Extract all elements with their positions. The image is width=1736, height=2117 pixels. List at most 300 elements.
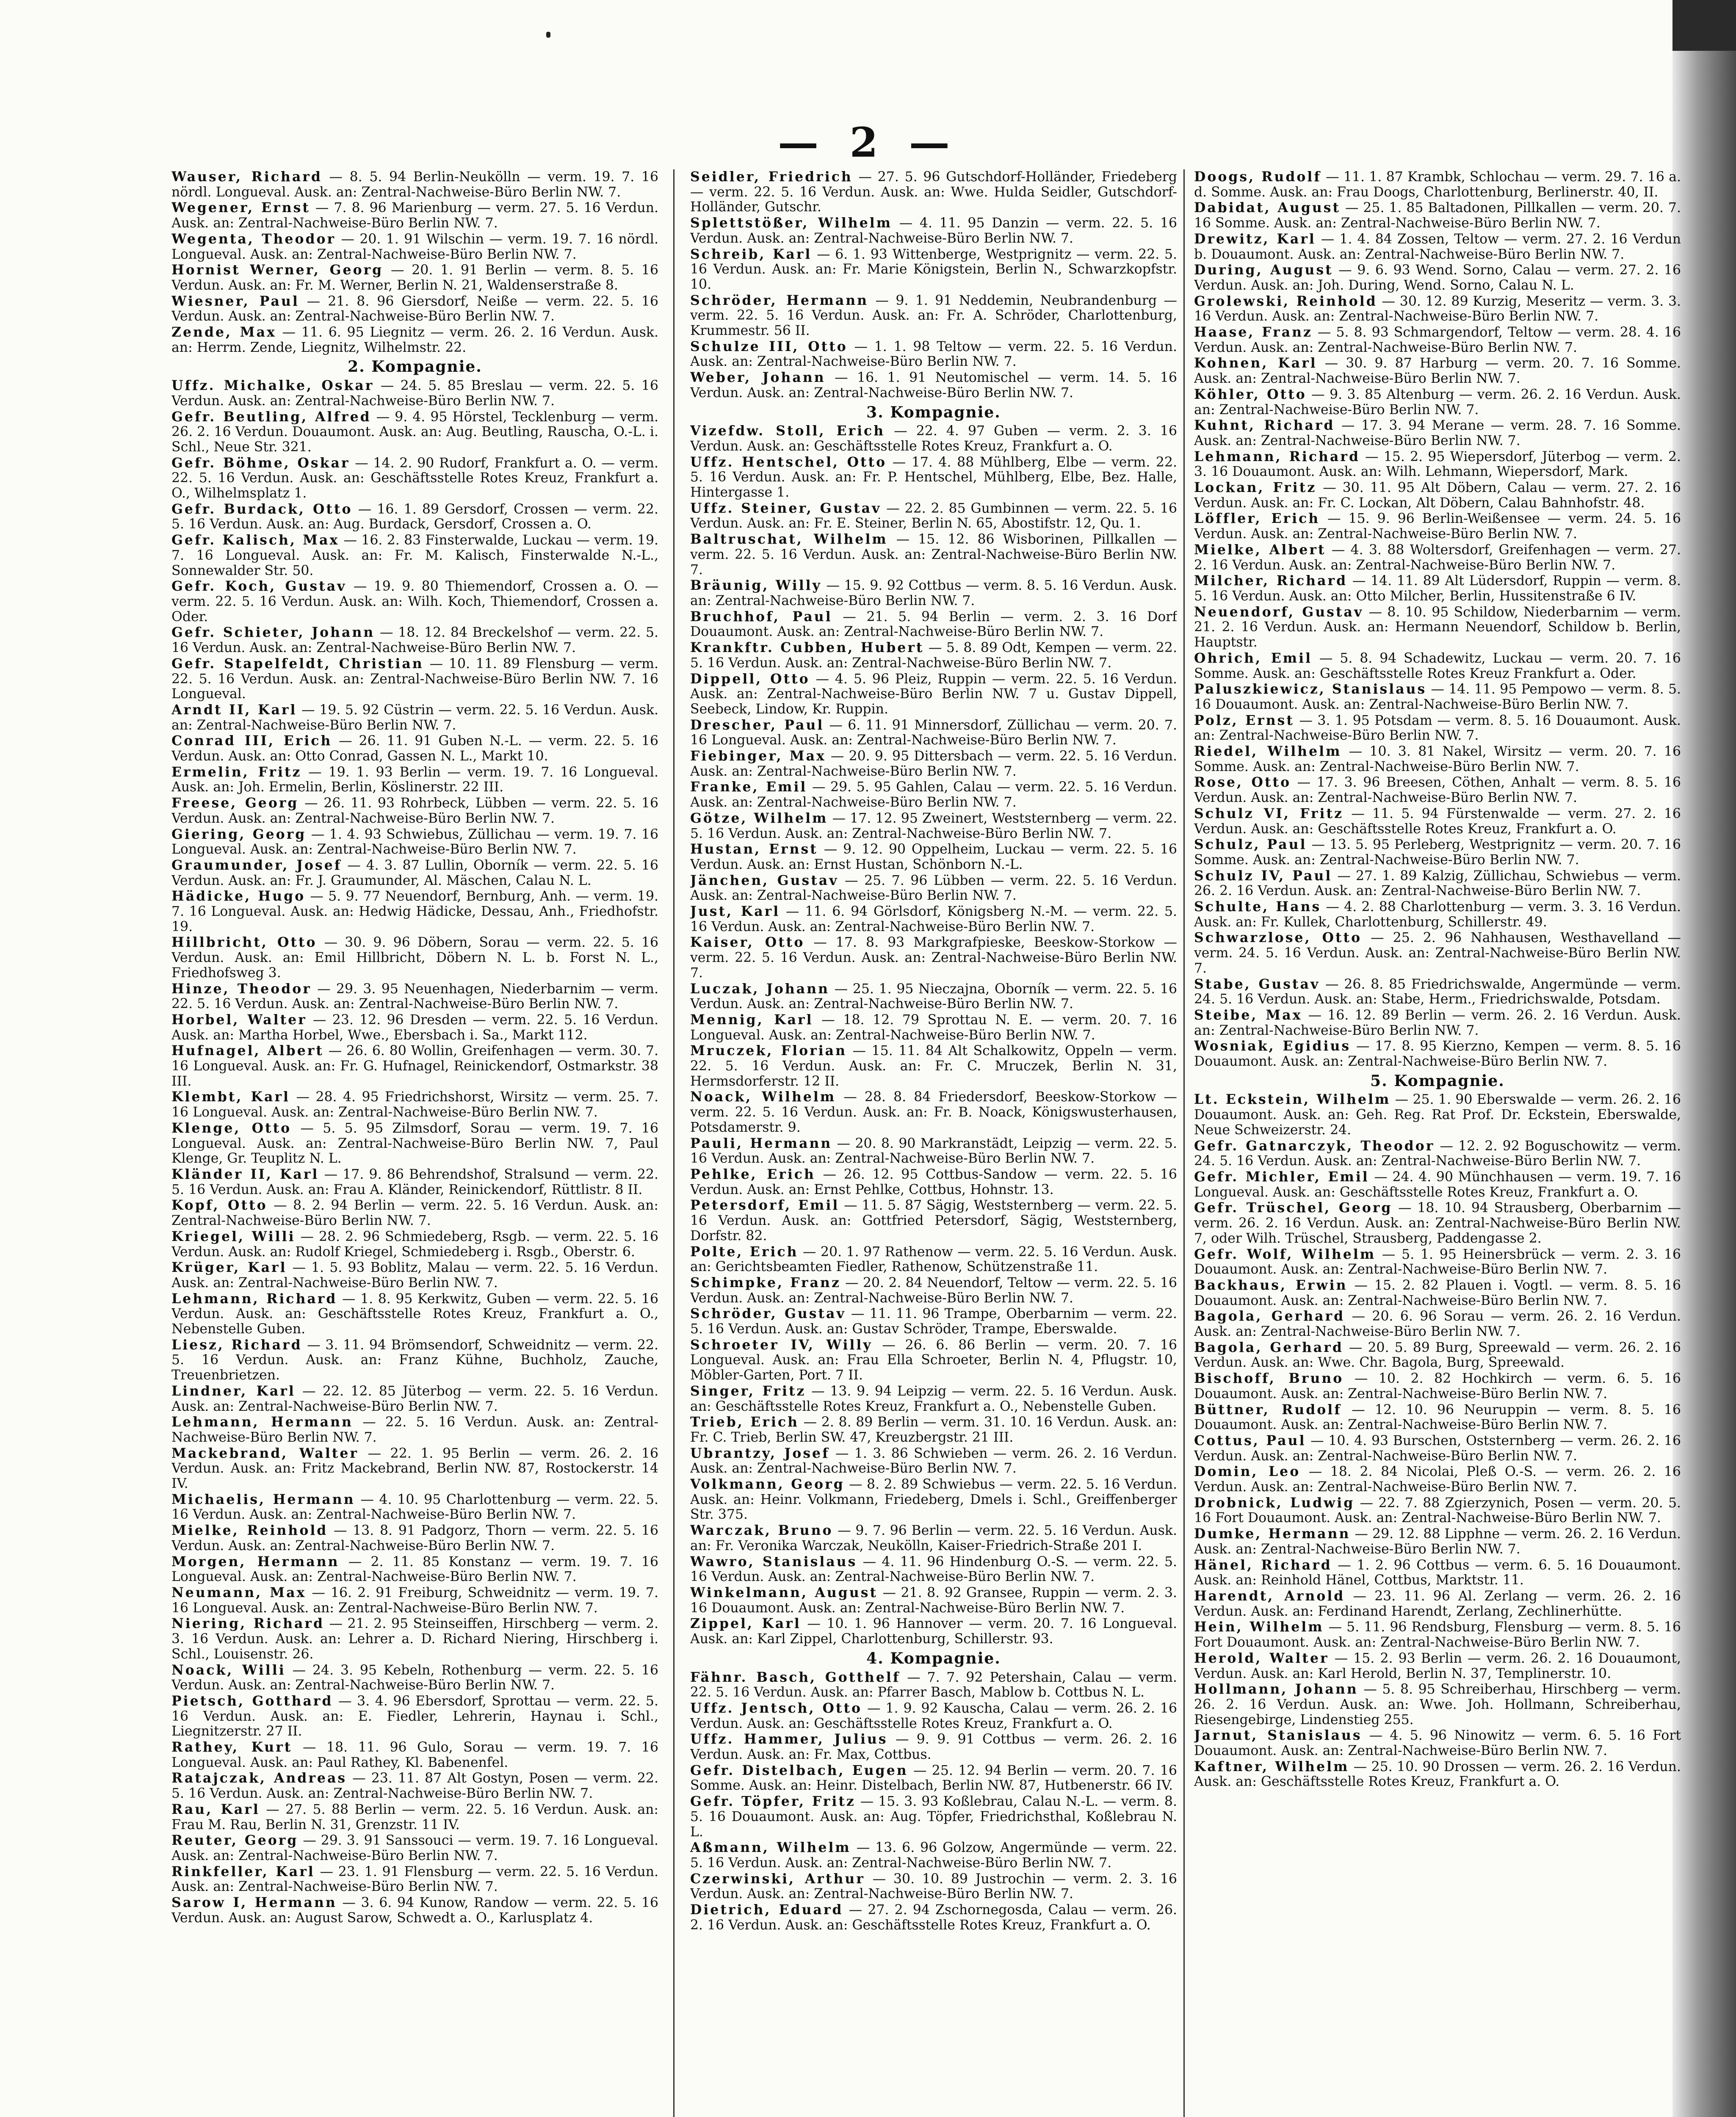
- entry-details: — 13. 5. 95 Perleberg, Westprignitz — verm. 20. 7. 16 Somme. Ausk. an: Zentral-Nachweise-Büro Berlin NW. 7.: [1194, 837, 1681, 868]
- entry-name: Wegenta, Theodor: [171, 231, 336, 247]
- casualty-entry: [690, 501, 1177, 531]
- entry-details: — 25. 1. 90 Eberswalde — verm. 26. 2. 16 Douaumont. Ausk. an: Geh. Reg. Rat Prof. Dr. Eckstein, Eberswalde, Neue Schweizerstr. 24.: [1194, 1092, 1681, 1138]
- casualty-entry: [690, 842, 1177, 872]
- entry-details: — 15. 2. 93 Berlin — verm. 26. 2. 16 Douaumont, Verdun. Ausk. an: Karl Herold, Berlin N. 37, Templinerstr. 10.: [1194, 1650, 1681, 1681]
- entry-name: Schulz, Paul: [1194, 837, 1307, 853]
- entry-details: — 22. 12. 85 Jüterbog — verm. 22. 5. 16 Verdun. Ausk. an: Zentral-Nachweise-Büro Berlin NW. 7.: [171, 1383, 658, 1414]
- entry-name: Schimpke, Franz: [690, 1274, 841, 1291]
- entry-details: — 29. 5. 95 Gahlen, Calau — verm. 22. 5. 16 Verdun. Ausk. an: Zentral-Nachweise-Büro Berlin NW. 7.: [690, 779, 1177, 810]
- casualty-entry: [171, 765, 658, 795]
- entry-details: — 5. 5. 95 Zilmsdorf, Sorau — verm. 19. 7. 16 Longueval. Ausk. an: Zentral-Nachweise-Büro Berlin NW. 7, Paul Klenge, Gr. Teuplitz N. L.: [171, 1120, 658, 1166]
- casualty-entry: [1194, 480, 1681, 511]
- casualty-entry: [690, 1446, 1177, 1476]
- entry-details: — 11. 5. 87 Sägig, Weststernberg — verm. 22. 5. 16 Verdun. Ausk. an: Gottfried Petersdorf, Sägig, Weststernberg, Dorfstr. 82.: [690, 1198, 1177, 1244]
- entry-details: — 20. 9. 95 Dittersbach — verm. 22. 5. 16 Verdun. Ausk. an: Zentral-Nachweise-Büro Berlin NW. 7.: [690, 749, 1177, 779]
- entry-details: — 14. 11. 89 Alt Lüdersdorf, Ruppin — verm. 8. 5. 16 Verdun. Ausk. an: Otto Milcher, Berlin, Hussitenstraße 6 IV.: [1194, 573, 1681, 604]
- casualty-entry: [1194, 449, 1681, 480]
- entry-details: — 4. 3. 88 Woltersdorf, Greifenhagen — verm. 27. 2. 16 Verdun. Ausk. an: Zentral-Nachweise-Büro Berlin NW. 7.: [1194, 542, 1681, 573]
- casualty-entry: [171, 858, 658, 888]
- casualty-entry: [1194, 1371, 1681, 1401]
- entry-details: — 30. 12. 89 Kurzig, Meseritz — verm. 3. 3. 16 Verdun. Ausk. an: Zentral-Nachweise-Büro Berlin NW. 7.: [1194, 293, 1681, 324]
- entry-name: Pietsch, Gotthard: [171, 1693, 333, 1709]
- entry-details: — 24. 4. 90 Münchhausen — verm. 19. 7. 16 Longueval. Ausk. an: Geschäftsstelle Rotes Kreuz, Frankfurt a. O.: [1194, 1169, 1681, 1200]
- entry-details: — 13. 8. 91 Padgorz, Thorn — verm. 22. 5. 16 Verdun. Ausk. an: Zentral-Nachweise-Büro Berlin NW. 7.: [171, 1523, 658, 1553]
- entry-name: Mackebrand, Walter: [171, 1445, 359, 1461]
- casualty-entry: [690, 1871, 1177, 1902]
- casualty-entry: [1194, 930, 1681, 976]
- entry-details: — 22. 2. 85 Gumbinnen — verm. 22. 5. 16 Verdun. Ausk. an: Fr. E. Steiner, Berlin N. 65, Abostifstr. 12, Qu. 1.: [690, 500, 1177, 531]
- entry-name: Uffz. Hentschel, Otto: [690, 454, 887, 470]
- casualty-entry: [1194, 651, 1681, 681]
- entry-name: Schulze III, Otto: [690, 338, 848, 354]
- casualty-entry: [690, 1384, 1177, 1414]
- entry-name: Gefr. Beutling, Alfred: [171, 409, 371, 425]
- entry-details: — 20. 1. 91 Berlin — verm. 8. 5. 16 Verdun. Ausk. an: Fr. M. Werner, Berlin N. 21, Waldenserstraße 8.: [171, 263, 658, 293]
- entry-name: Gefr. Burdack, Otto: [171, 501, 353, 517]
- entry-name: Giering, Georg: [171, 826, 307, 842]
- entry-details: — 9. 6. 93 Wend. Sorno, Calau — verm. 27. 2. 16 Verdun. Ausk. an: Joh. During, Wend. Sorno, Calau N. L.: [1194, 263, 1681, 293]
- entry-name: Gefr. Trüschel, Georg: [1194, 1200, 1393, 1216]
- casualty-entry: [690, 1840, 1177, 1871]
- entry-details: — 21. 2. 95 Steinseiffen, Hirschberg — verm. 2. 3. 16 Verdun. Ausk. an: Lehrer a. D. Richard Niering, Hirschberg i. Schl., Louisenstr. 26.: [171, 1616, 658, 1662]
- entry-details: — 26. 12. 95 Cottbus-Sandow — verm. 22. 5. 16 Verdun. Ausk. an: Ernst Pehlke, Cottbus, Hohnstr. 13.: [690, 1167, 1177, 1197]
- casualty-entry: [690, 216, 1177, 246]
- entry-details: — 26. 6. 86 Berlin — verm. 20. 7. 16 Longueval. Ausk. an: Frau Ella Schroeter, Berlin N. 4, Pflugstr. 10, Möbler-Garten, Port. 7 II.: [690, 1337, 1177, 1383]
- entry-name: Niering, Richard: [171, 1616, 325, 1632]
- casualty-entry: [1194, 1169, 1681, 1200]
- entry-details: — 13. 9. 94 Leipzig — verm. 22. 5. 16 Verdun. Ausk. an: Geschäftsstelle Rotes Kreuz, Frankfurt a. O., Nebenstelle Guben.: [690, 1383, 1177, 1414]
- entry-details: — 27. 5. 88 Berlin — verm. 22. 5. 16 Verdun. Ausk. an: Frau M. Rau, Berlin N. 31, Grenzstr. 11 IV.: [171, 1802, 658, 1832]
- section-heading: 4. Kompagnie.: [866, 1649, 1001, 1667]
- casualty-entry: [171, 579, 658, 625]
- section-heading: 5. Kompagnie.: [1370, 1072, 1505, 1090]
- entry-name: Köhler, Otto: [1194, 386, 1307, 402]
- casualty-entry: [690, 1012, 1177, 1043]
- entry-name: Bischoff, Bruno: [1194, 1371, 1344, 1387]
- entry-details: — 14. 11. 95 Pempowo — verm. 8. 5. 16 Douaumont. Ausk. an: Zentral-Nachweise-Büro Berlin NW. 7.: [1194, 682, 1681, 712]
- entry-name: Backhaus, Erwin: [1194, 1277, 1348, 1293]
- entry-name: Klenge, Otto: [171, 1120, 292, 1136]
- entry-name: Lockan, Fritz: [1194, 480, 1317, 496]
- entry-name: Fiebinger, Max: [690, 748, 826, 764]
- entry-name: Jänchen, Gustav: [690, 872, 839, 888]
- casualty-entry: [171, 1694, 658, 1739]
- casualty-entry: [171, 502, 658, 532]
- entry-name: Bagola, Gerhard: [1194, 1308, 1345, 1324]
- entry-details: — 3. 6. 94 Kunow, Randow — verm. 22. 5. 16 Verdun. Ausk. an: August Sarow, Schwedt a. O., Karlusplatz 4.: [171, 1895, 658, 1926]
- entry-details: — 16. 1. 91 Neutomischel — verm. 14. 5. 16 Verdun. Ausk. an: Zentral-Nachweise-Büro Berlin NW. 7.: [690, 370, 1177, 401]
- entry-name: Baltruschat, Wilhelm: [690, 531, 888, 547]
- entry-name: Haase, Franz: [1194, 324, 1313, 340]
- casualty-entry: [171, 169, 658, 200]
- entry-name: Klembt, Karl: [171, 1089, 290, 1105]
- entry-name: Schulte, Hans: [1194, 899, 1321, 915]
- entry-details: — 18. 11. 96 Gulo, Sorau — verm. 19. 7. 16 Longueval. Ausk. an: Paul Rathey, Kl. Babenenfel.: [171, 1740, 658, 1770]
- casualty-entry: [690, 247, 1177, 293]
- entry-details: — 10. 11. 89 Flensburg — verm. 22. 5. 16 Verdun. Ausk. an: Zentral-Nachweise-Büro Berlin NW. 7. 16 Longueval.: [171, 656, 658, 702]
- entry-details: — 5. 8. 89 Odt, Kempen — verm. 22. 5. 16 Verdun. Ausk. an: Zentral-Nachweise-Büro Berlin NW. 7.: [690, 640, 1177, 671]
- casualty-entry: [171, 1338, 658, 1383]
- casualty-entry: [171, 1167, 658, 1197]
- casualty-entry: [171, 409, 658, 455]
- entry-name: Lehmann, Richard: [171, 1291, 337, 1307]
- entry-details: — 8. 10. 95 Schildow, Niederbarnim — verm. 21. 2. 16 Verdun. Ausk. an: Hermann Neuendorf, Schildow b. Berlin, Hauptstr.: [1194, 604, 1681, 650]
- entry-details: — 6. 1. 93 Wittenberge, Westprignitz — verm. 22. 5. 16 Verdun. Ausk. an: Fr. Marie Königstein, Berlin N., Schwarzkopfstr. 10.: [690, 246, 1177, 292]
- entry-name: Cottus, Paul: [1194, 1432, 1306, 1448]
- entry-name: Dippell, Otto: [690, 671, 810, 687]
- entry-details: — 25. 2. 96 Nahhausen, Westhavelland — verm. 24. 5. 16 Verdun. Ausk. an: Zentral-Nachweise-Büro Berlin NW. 7.: [1194, 930, 1681, 976]
- entry-details: — 1. 8. 95 Kerkwitz, Guben — verm. 22. 5. 16 Verdun. Ausk. an: Geschäftsstelle Rotes Kreuz, Frankfurt a. O., Nebenstelle Guben.: [171, 1291, 658, 1337]
- entry-details: — 19. 9. 80 Thiemendorf, Crossen a. O. — verm. 22. 5. 16 Verdun. Ausk. an: Wilh. Koch, Thiemendorf, Crossen a. Oder.: [171, 579, 658, 625]
- entry-details: — 5. 8. 94 Schadewitz, Luckau — verm. 20. 7. 16 Somme. Ausk. an: Geschäftsstelle Rotes Kreuz Frankfurt a. Oder.: [1194, 650, 1681, 681]
- entry-name: Mielke, Reinhold: [171, 1523, 328, 1539]
- entry-details: — 17. 3. 96 Breesen, Cöthen, Anhalt — verm. 8. 5. 16 Verdun. Ausk. an: Zentral-Nachweise-Büro Berlin NW. 7.: [1194, 775, 1681, 806]
- entry-name: Schroeter IV, Willy: [690, 1337, 873, 1353]
- casualty-entry: [171, 1291, 658, 1337]
- entry-name: Ermelin, Fritz: [171, 764, 302, 780]
- entry-details: — 15. 9. 96 Berlin-Weißensee — verm. 24. 5. 16 Verdun. Ausk. an: Zentral-Nachweise-Büro Berlin NW. 7.: [1194, 511, 1681, 542]
- casualty-entry: [1194, 1139, 1681, 1169]
- entry-details: — 7. 7. 92 Petershain, Calau — verm. 22. 5. 16 Verdun. Ausk. an: Pfarrer Basch, Mablow b. Cottbus N. L.: [690, 1669, 1177, 1700]
- entry-name: Ratajczak, Andreas: [171, 1770, 347, 1786]
- entry-details: — 1. 4. 84 Zossen, Teltow — verm. 27. 2. 16 Verdun b. Douaumont. Ausk. an: Zentral-Nachweise-Büro Berlin NW. 7.: [1194, 231, 1681, 262]
- entry-details: — 29. 3. 95 Neuenhagen, Niederbarnim — verm. 22. 5. 16 Verdun. Ausk. an: Zentral-Nachweise-Büro Berlin NW. 7.: [171, 981, 658, 1012]
- entry-details: — 19. 5. 92 Cüstrin — verm. 22. 5. 16 Verdun. Ausk. an: Zentral-Nachweise-Büro Berlin NW. 7.: [171, 702, 658, 733]
- entry-name: Conrad III, Erich: [171, 733, 332, 749]
- entry-details: — 15. 12. 86 Wisborinen, Pillkallen — verm. 22. 5. 16 Verdun. Ausk. an: Zentral-Nachweise-Büro Berlin NW. 7.: [690, 532, 1177, 578]
- entry-name: Freese, Georg: [171, 795, 299, 811]
- entry-name: Luczak, Johann: [690, 981, 829, 997]
- entry-name: Bruchhof, Paul: [690, 608, 832, 625]
- entry-details: — 25. 10. 90 Drossen — verm. 26. 2. 16 Verdun. Ausk. an: Geschäftsstelle Rotes Kreuz, Frankfurt a. O.: [1194, 1759, 1681, 1790]
- casualty-entry: [171, 625, 658, 655]
- casualty-entry: [171, 1663, 658, 1693]
- entry-details: — 9. 12. 90 Oppelheim, Luckau — verm. 22. 5. 16 Verdun. Ausk. an: Ernst Hustan, Schönborn N.-L.: [690, 842, 1177, 872]
- entry-details: — 5. 11. 96 Rendsburg, Flensburg — verm. 8. 5. 16 Fort Douaumont. Ausk. an: Zentral-Nachweise-Büro Berlin NW. 7.: [1194, 1620, 1681, 1650]
- entry-name: Pauli, Hermann: [690, 1135, 832, 1151]
- casualty-entry: [1194, 1495, 1681, 1526]
- casualty-entry: [1194, 868, 1681, 899]
- scan-corner: [1672, 0, 1736, 51]
- entry-name: Rau, Karl: [171, 1801, 260, 1817]
- entry-name: Mruczek, Florian: [690, 1043, 847, 1059]
- casualty-entry: [690, 578, 1177, 608]
- casualty-entry: [1194, 418, 1681, 448]
- entry-details: — 15. 11. 84 Alt Schalkowitz, Oppeln — verm. 22. 5. 16 Verdun. Ausk. an: Fr. C. Mruczek, Berlin N. 31, Hermsdorferstr. 12 II.: [690, 1043, 1177, 1089]
- entry-details: — 28. 4. 95 Friedrichshorst, Wirsitz — verm. 25. 7. 16 Longueval. Ausk. an: Zentral-Nachweise-Büro Berlin NW. 7.: [171, 1089, 658, 1120]
- casualty-entry: [1194, 682, 1681, 712]
- entry-details: — 22. 7. 88 Zgierzynich, Posen — verm. 20. 5. 16 Fort Douaumont. Ausk. an: Zentral-Nachweise-Büro Berlin NW. 7.: [1194, 1495, 1681, 1526]
- entry-name: Wosniak, Egidius: [1194, 1038, 1351, 1054]
- entry-name: Hinze, Theodor: [171, 981, 312, 997]
- entry-details: — 21. 8. 96 Giersdorf, Neiße — verm. 22. 5. 16 Verdun. Ausk. an: Zentral-Nachweise-Büro Berlin NW. 7.: [171, 293, 658, 324]
- entry-name: Wiesner, Paul: [171, 293, 299, 309]
- casualty-entry: [690, 339, 1177, 370]
- casualty-entry: [171, 1012, 658, 1043]
- entry-name: Polte, Erich: [690, 1244, 799, 1260]
- entry-details: — 12. 10. 96 Neuruppin — verm. 8. 5. 16 Douaumont. Ausk. an: Zentral-Nachweise-Büro Berlin NW. 7.: [1194, 1402, 1681, 1433]
- entry-details: — 11. 5. 94 Fürstenwalde — verm. 27. 2. 16 Verdun. Ausk. an: Geschäftsstelle Rotes Kreuz, Frankfurt a. O.: [1194, 806, 1681, 837]
- section-heading: 2. Kompagnie.: [348, 358, 482, 376]
- casualty-entry: [1194, 1200, 1681, 1246]
- entry-name: Morgen, Hermann: [171, 1553, 340, 1570]
- entry-name: Horbel, Walter: [171, 1012, 307, 1028]
- scan-edge: [1672, 0, 1736, 2117]
- casualty-entry: [690, 1167, 1177, 1197]
- entry-details: — 4. 11. 96 Hindenburg O.-S. — verm. 22. 5. 16 Verdun. Ausk. an: Zentral-Nachweise-Büro Berlin NW. 7.: [690, 1554, 1177, 1585]
- casualty-entry: [690, 1415, 1177, 1445]
- casualty-entry: [690, 1244, 1177, 1275]
- entry-name: Wawro, Stanislaus: [690, 1553, 857, 1570]
- entry-details: — 24. 5. 85 Breslau — verm. 22. 5. 16 Verdun. Ausk. an: Zentral-Nachweise-Büro Berlin NW. 7.: [171, 378, 658, 409]
- entry-name: Gefr. Gatnarczyk, Theodor: [1194, 1138, 1435, 1154]
- casualty-entry: [690, 749, 1177, 779]
- entry-name: Rinkfeller, Karl: [171, 1863, 315, 1879]
- entry-name: Ohrich, Emil: [1194, 650, 1313, 666]
- entry-name: Volkmann, Georg: [690, 1476, 845, 1492]
- casualty-entry: [171, 1895, 658, 1926]
- entry-name: Riedel, Wilhelm: [1194, 743, 1342, 760]
- casualty-entry: [1194, 1278, 1681, 1308]
- entry-name: Büttner, Rudolf: [1194, 1401, 1342, 1418]
- entry-name: Neuendorf, Gustav: [1194, 604, 1364, 620]
- entry-name: Paluszkiewicz, Stanislaus: [1194, 681, 1427, 697]
- entry-details: — 2. 11. 85 Konstanz — verm. 19. 7. 16 Longueval. Ausk. an: Zentral-Nachweise-Büro Berlin NW. 7.: [171, 1554, 658, 1585]
- casualty-entry: [1194, 542, 1681, 573]
- casualty-entry: [690, 1523, 1177, 1553]
- entry-name: Kaftner, Wilhelm: [1194, 1758, 1349, 1774]
- entry-details: — 5. 8. 95 Schreiberhau, Hirschberg — verm. 26. 2. 16 Verdun. Ausk. an: Wwe. Joh. Hollmann, Schreiberhau, Riesengebirge, Lindenstieg 255.: [1194, 1682, 1681, 1727]
- casualty-entry: [171, 796, 658, 826]
- entry-name: Weber, Johann: [690, 370, 826, 386]
- entry-details: — 20. 1. 97 Rathenow — verm. 22. 5. 16 Verdun. Ausk. an: Gerichtsbeamten Fiedler, Rathenow, Schützenstraße 11.: [690, 1244, 1177, 1275]
- entry-details: — 15. 3. 93 Koßlebrau, Calau N.-L. — verm. 8. 5. 16 Douaumont. Ausk. an: Aug. Töpfer, Friedrichsthal, Koßlebrau N. L.: [690, 1794, 1177, 1840]
- entry-details: — 4. 10. 95 Charlottenburg — verm. 22. 5. 16 Verdun. Ausk. an: Zentral-Nachweise-Büro Berlin NW. 7.: [171, 1492, 658, 1523]
- casualty-entry: [171, 1260, 658, 1291]
- entry-details: — 27. 2. 94 Zschornegosda, Calau — verm. 26. 2. 16 Verdun. Ausk. an: Geschäftsstelle Rotes Kreuz, Frankfurt a. O.: [690, 1902, 1177, 1933]
- casualty-entry: [690, 1554, 1177, 1585]
- entry-details: — 8. 5. 94 Berlin-Neukölln — verm. 19. 7. 16 nördl. Longueval. Ausk. an: Zentral-Nachweise-Büro Berlin NW. 7.: [171, 169, 658, 200]
- entry-name: Hustan, Ernst: [690, 841, 818, 857]
- casualty-entry: [1194, 713, 1681, 743]
- casualty-entry: [1194, 1558, 1681, 1588]
- entry-details: — 23. 1. 91 Flensburg — verm. 22. 5. 16 Verdun. Ausk. an: Zentral-Nachweise-Büro Berlin NW. 7.: [171, 1864, 658, 1895]
- entry-details: — 8. 2. 89 Schwiebus — verm. 22. 5. 16 Verdun. Ausk. an: Heinr. Volkmann, Friedeberg, Dmels i. Schl., Greiffenberger Str. 375.: [690, 1477, 1177, 1523]
- entry-details: — 15. 2. 82 Plauen i. Vogtl. — verm. 8. 5. 16 Douaumont. Ausk. an: Zentral-Nachweise-Büro Berlin NW. 7.: [1194, 1277, 1681, 1308]
- casualty-entry: [1194, 1402, 1681, 1433]
- casualty-entry: [690, 1732, 1177, 1762]
- entry-name: Franke, Emil: [690, 779, 807, 795]
- entry-name: Uffz. Steiner, Gustav: [690, 500, 882, 516]
- entry-name: Zende, Max: [171, 324, 276, 340]
- entry-details: — 17. 4. 88 Mühlberg, Elbe — verm. 22. 5. 16 Verdun. Ausk. an: Fr. P. Hentschel, Mühlberg, Elbe, Bez. Halle, Hintergasse 1.: [690, 454, 1177, 500]
- casualty-entry: [690, 672, 1177, 717]
- entry-details: — 16. 2. 83 Finsterwalde, Luckau — verm. 19. 7. 16 Longueval. Ausk. an: Fr. M. Kalisch, Finsterwalde N.-L., Sonnewalder Str. 50.: [171, 533, 658, 578]
- entry-details: — 17. 12. 95 Zweinert, Weststernberg — verm. 22. 5. 16 Verdun. Ausk. an: Zentral-Nachweise-Büro Berlin NW. 7.: [690, 810, 1177, 841]
- entry-details: — 26. 11. 91 Guben N.-L. — verm. 22. 5. 16 Verdun. Ausk. an: Otto Conrad, Gassen N. L., Markt 10.: [171, 733, 658, 764]
- casualty-entry: [1194, 1759, 1681, 1790]
- casualty-entry: [171, 1523, 658, 1553]
- casualty-entry: [171, 1089, 658, 1120]
- entry-name: Gefr. Stapelfeldt, Christian: [171, 655, 424, 672]
- casualty-entry: [171, 456, 658, 501]
- casualty-entry: [171, 1616, 658, 1662]
- entry-name: Dietrich, Eduard: [690, 1902, 843, 1918]
- casualty-entry: [171, 1198, 658, 1228]
- casualty-entry: [690, 1198, 1177, 1244]
- column-rule: [1183, 169, 1185, 2117]
- entry-details: — 9. 4. 95 Hörstel, Tecklenburg — verm. 26. 2. 16 Verdun. Douaumont. Ausk. an: Aug. Beutling, Rauscha, O.-L. i. Schl., Neue Str. 321.: [171, 409, 658, 455]
- entry-name: Kohnen, Karl: [1194, 355, 1317, 371]
- entry-details: — 24. 3. 95 Kebeln, Rothenburg — verm. 22. 5. 16 Verdun. Ausk. an: Zentral-Nachweise-Büro Berlin NW. 7.: [171, 1662, 658, 1693]
- casualty-entry: [690, 873, 1177, 904]
- page-number: — 2 —: [778, 119, 958, 166]
- entry-details: — 11. 1. 87 Krambk, Schlochau — verm. 29. 7. 16 a. d. Somme. Ausk. an: Frau Doogs, Charlottenburg, Berlinerstr. 40, II.: [1194, 169, 1681, 200]
- entry-name: Kländer II, Karl: [171, 1166, 319, 1182]
- entry-name: Schröder, Gustav: [690, 1306, 846, 1322]
- entry-name: Wauser, Richard: [171, 169, 322, 185]
- entry-name: Hädicke, Hugo: [171, 888, 306, 904]
- casualty-entry: [171, 1585, 658, 1616]
- casualty-entry: [690, 981, 1177, 1012]
- entry-details: — 4. 11. 95 Danzin — verm. 22. 5. 16 Verdun. Ausk. an: Zentral-Nachweise-Büro Berlin NW. 7.: [690, 216, 1177, 246]
- entry-name: Harendt, Arnold: [1194, 1588, 1345, 1604]
- entry-details: — 1. 4. 93 Schwiebus, Züllichau — verm. 19. 7. 16 Longueval. Ausk. an: Zentral-Nachweise-Büro Berlin NW. 7.: [171, 826, 658, 857]
- entry-details: — 2. 8. 89 Berlin — verm. 31. 10. 16 Verdun. Ausk. an: Fr. C. Trieb, Berlin SW. 47, Kreuzbergstr. 21 III.: [690, 1415, 1177, 1445]
- casualty-entry: [171, 1771, 658, 1801]
- casualty-entry: [690, 169, 1177, 215]
- casualty-entry: [1194, 1340, 1681, 1371]
- entry-details: — 26. 11. 93 Rohrbeck, Lübben — verm. 22. 5. 16 Verdun. Ausk. an: Zentral-Nachweise-Büro Berlin NW. 7.: [171, 796, 658, 826]
- casualty-entry: [690, 1701, 1177, 1731]
- casualty-entry: [171, 1554, 658, 1585]
- casualty-entry: [1194, 837, 1681, 868]
- casualty-entry: [690, 779, 1177, 810]
- casualty-entry: [1194, 263, 1681, 293]
- entry-name: Krankftr. Cubben, Hubert: [690, 640, 924, 656]
- casualty-entry: [690, 1902, 1177, 1933]
- casualty-entry: [171, 263, 658, 293]
- entry-details: — 6. 11. 91 Minnersdorf, Züllichau — verm. 20. 7. 16 Longueval. Ausk. an: Zentral-Nachweise-Büro Berlin NW. 7.: [690, 717, 1177, 748]
- casualty-entry: [690, 1477, 1177, 1523]
- entry-details: — 12. 2. 92 Boguschowitz — verm. 24. 5. 16 Verdun. Ausk. an: Zentral-Nachweise-Büro Berlin NW. 7.: [1194, 1138, 1681, 1169]
- entry-name: Wegener, Ernst: [171, 200, 310, 216]
- casualty-entry: [171, 1384, 658, 1414]
- casualty-entry: [171, 232, 658, 262]
- entry-details: — 17. 8. 93 Markgrafpieske, Beeskow-Storkow — verm. 22. 5. 16 Verdun. Ausk. an: Zentral-Nachweise-Büro Berlin NW. 7.: [690, 935, 1177, 981]
- entry-name: Liesz, Richard: [171, 1337, 302, 1353]
- entry-details: — 1. 2. 96 Cottbus — verm. 6. 5. 16 Douaumont. Ausk. an: Reinhold Hänel, Cottbus, Marktstr. 11.: [1194, 1557, 1681, 1588]
- entry-details: — 25. 12. 94 Berlin — verm. 20. 7. 16 Somme. Ausk. an: Heinr. Distelbach, Berlin NW. 87, Hutbenerstr. 66 IV.: [690, 1763, 1177, 1794]
- entry-name: Noack, Wilhelm: [690, 1089, 836, 1105]
- casualty-entry: [690, 1136, 1177, 1166]
- entry-name: Hornist Werner, Georg: [171, 262, 384, 278]
- casualty-entry: [171, 325, 658, 355]
- casualty-entry: [1194, 1620, 1681, 1650]
- casualty-entry: [1194, 1526, 1681, 1557]
- entry-details: — 9. 7. 96 Berlin — verm. 22. 5. 16 Verdun. Ausk. an: Fr. Veronika Warczak, Neukölln, Kaiser-Friedrich-Straße 201 I.: [690, 1523, 1177, 1553]
- entry-name: Reuter, Georg: [171, 1832, 299, 1849]
- casualty-entry: [1194, 1651, 1681, 1681]
- entry-details: — 20. 5. 89 Burg, Spreewald — verm. 26. 2. 16 Verdun. Ausk. an: Wwe. Chr. Bagola, Burg, Spreewald.: [1194, 1340, 1681, 1371]
- casualty-entry: [690, 1338, 1177, 1383]
- casualty-entry: [1194, 325, 1681, 355]
- entry-name: Schulz IV, Paul: [1194, 868, 1332, 884]
- casualty-entry: [690, 455, 1177, 500]
- entry-details: — 25. 1. 85 Baltadonen, Pillkallen — verm. 20. 7. 16 Somme. Ausk. an: Zentral-Nachweise-Büro Berlin NW. 7.: [1194, 200, 1681, 231]
- casualty-entry: [171, 702, 658, 733]
- casualty-entry: [690, 718, 1177, 748]
- entry-name: Ubrantzy, Josef: [690, 1445, 830, 1461]
- entry-details: — 20. 2. 84 Neuendorf, Teltow — verm. 22. 5. 16 Verdun. Ausk. an: Zentral-Nachweise-Büro Berlin NW. 7.: [690, 1275, 1177, 1306]
- column-rule: [673, 169, 674, 2117]
- casualty-entry: [1194, 1039, 1681, 1069]
- entry-details: — 9. 3. 85 Altenburg — verm. 26. 2. 16 Verdun. Ausk. an: Zentral-Nachweise-Büro Berlin NW. 7.: [1194, 387, 1681, 417]
- casualty-entry: [690, 1794, 1177, 1840]
- column-1: [171, 169, 658, 2117]
- entry-details: — 4. 2. 88 Charlottenburg — verm. 3. 3. 16 Verdun. Ausk. an: Fr. Kullek, Charlottenburg, Schillerstr. 49.: [1194, 899, 1681, 930]
- entry-name: Hein, Wilhelm: [1194, 1619, 1324, 1635]
- casualty-entry: [1194, 294, 1681, 324]
- entry-name: Rathey, Kurt: [171, 1739, 293, 1755]
- entry-name: Gefr. Koch, Gustav: [171, 578, 347, 594]
- entry-name: Arndt II, Karl: [171, 702, 297, 718]
- entry-name: Schreib, Karl: [690, 246, 812, 262]
- entry-details: — 20. 8. 90 Markranstädt, Leipzig — verm. 22. 5. 16 Verdun. Ausk. an: Zentral-Nachweise-Büro Berlin NW. 7.: [690, 1136, 1177, 1166]
- entry-details: — 4. 3. 87 Lullin, Oborník — verm. 22. 5. 16 Verdun. Ausk. an: Fr. J. Graumunder, Al. Mäschen, Calau N. L.: [171, 857, 658, 888]
- casualty-entry: [171, 1864, 658, 1895]
- entry-details: — 25. 7. 96 Lübben — verm. 22. 5. 16 Verdun. Ausk. an: Zentral-Nachweise-Büro Berlin NW. 7.: [690, 873, 1177, 904]
- casualty-entry: [171, 533, 658, 578]
- entry-details: — 1. 9. 92 Kauscha, Calau — verm. 26. 2. 16 Verdun. Ausk. an: Geschäftsstelle Rotes Kreuz, Frankfurt a. O.: [690, 1700, 1177, 1731]
- section-heading: 3. Kompagnie.: [866, 403, 1001, 421]
- entry-name: Noack, Willi: [171, 1662, 286, 1678]
- entry-details: — 18. 10. 94 Strausberg, Oberbarnim — verm. 26. 2. 16 Verdun. Ausk. an: Zentral-Nachweise-Büro Berlin NW. 7, oder Wilh. Trüschel, Strausberg, Paddengasse 2.: [1194, 1200, 1681, 1246]
- entry-details: — 1. 3. 86 Schwieben — verm. 26. 2. 16 Verdun. Ausk. an: Zentral-Nachweise-Büro Berlin NW. 7.: [690, 1445, 1177, 1476]
- entry-details: — 23. 11. 96 Al. Zerlang — verm. 26. 2. 16 Verdun. Ausk. an: Ferdinand Harendt, Zerlang, Zechlinerhütte.: [1194, 1588, 1681, 1619]
- casualty-entry: [1194, 1728, 1681, 1758]
- casualty-entry: [171, 1043, 658, 1089]
- entry-name: Milcher, Richard: [1194, 573, 1348, 589]
- entry-details: — 13. 6. 96 Golzow, Angermünde — verm. 22. 5. 16 Verdun. Ausk. an: Zentral-Nachweise-Büro Berlin NW. 7.: [690, 1840, 1177, 1871]
- entry-name: Götze, Wilhelm: [690, 810, 828, 826]
- entry-name: Polz, Ernst: [1194, 712, 1294, 728]
- casualty-entry: [171, 827, 658, 857]
- entry-details: — 8. 2. 94 Berlin — verm. 22. 5. 16 Verdun. Ausk. an: Zentral-Nachweise-Büro Berlin NW. 7.: [171, 1198, 658, 1229]
- casualty-entry: [1194, 1682, 1681, 1727]
- casualty-entry: [171, 1446, 658, 1492]
- casualty-entry: [690, 1670, 1177, 1700]
- entry-name: Neumann, Max: [171, 1584, 307, 1600]
- casualty-entry: [1194, 1247, 1681, 1277]
- entry-details: — 3. 1. 95 Potsdam — verm. 8. 5. 16 Douaumont. Ausk. an: Zentral-Nachweise-Büro Berlin NW. 7.: [1194, 713, 1681, 743]
- entry-name: Löffler, Erich: [1194, 511, 1320, 527]
- casualty-entry: [690, 1275, 1177, 1306]
- entry-details: — 28. 2. 96 Schmiedeberg, Rsgb. — verm. 22. 5. 16 Verdun. Ausk. an: Rudolf Kriegel, Schmiedeberg i. Rsgb., Oberstr. 6.: [171, 1229, 658, 1260]
- entry-name: Lehmann, Richard: [1194, 448, 1360, 464]
- entry-name: Just, Karl: [690, 904, 780, 920]
- entry-name: Rose, Otto: [1194, 774, 1291, 790]
- entry-name: Gefr. Kalisch, Max: [171, 532, 340, 548]
- entry-name: Seidler, Friedrich: [690, 169, 853, 185]
- entry-name: Grolewski, Reinhold: [1194, 293, 1377, 309]
- page-header: [0, 119, 1736, 169]
- entry-details: — 16. 1. 89 Gersdorf, Crossen — verm. 22. 5. 16 Verdun. Ausk. an: Aug. Burdack, Gersdorf, Crossen a. O.: [171, 501, 658, 532]
- casualty-entry: [1194, 1092, 1681, 1138]
- entry-name: Michaelis, Hermann: [171, 1491, 355, 1507]
- casualty-entry: [690, 609, 1177, 640]
- casualty-entry: [171, 200, 658, 231]
